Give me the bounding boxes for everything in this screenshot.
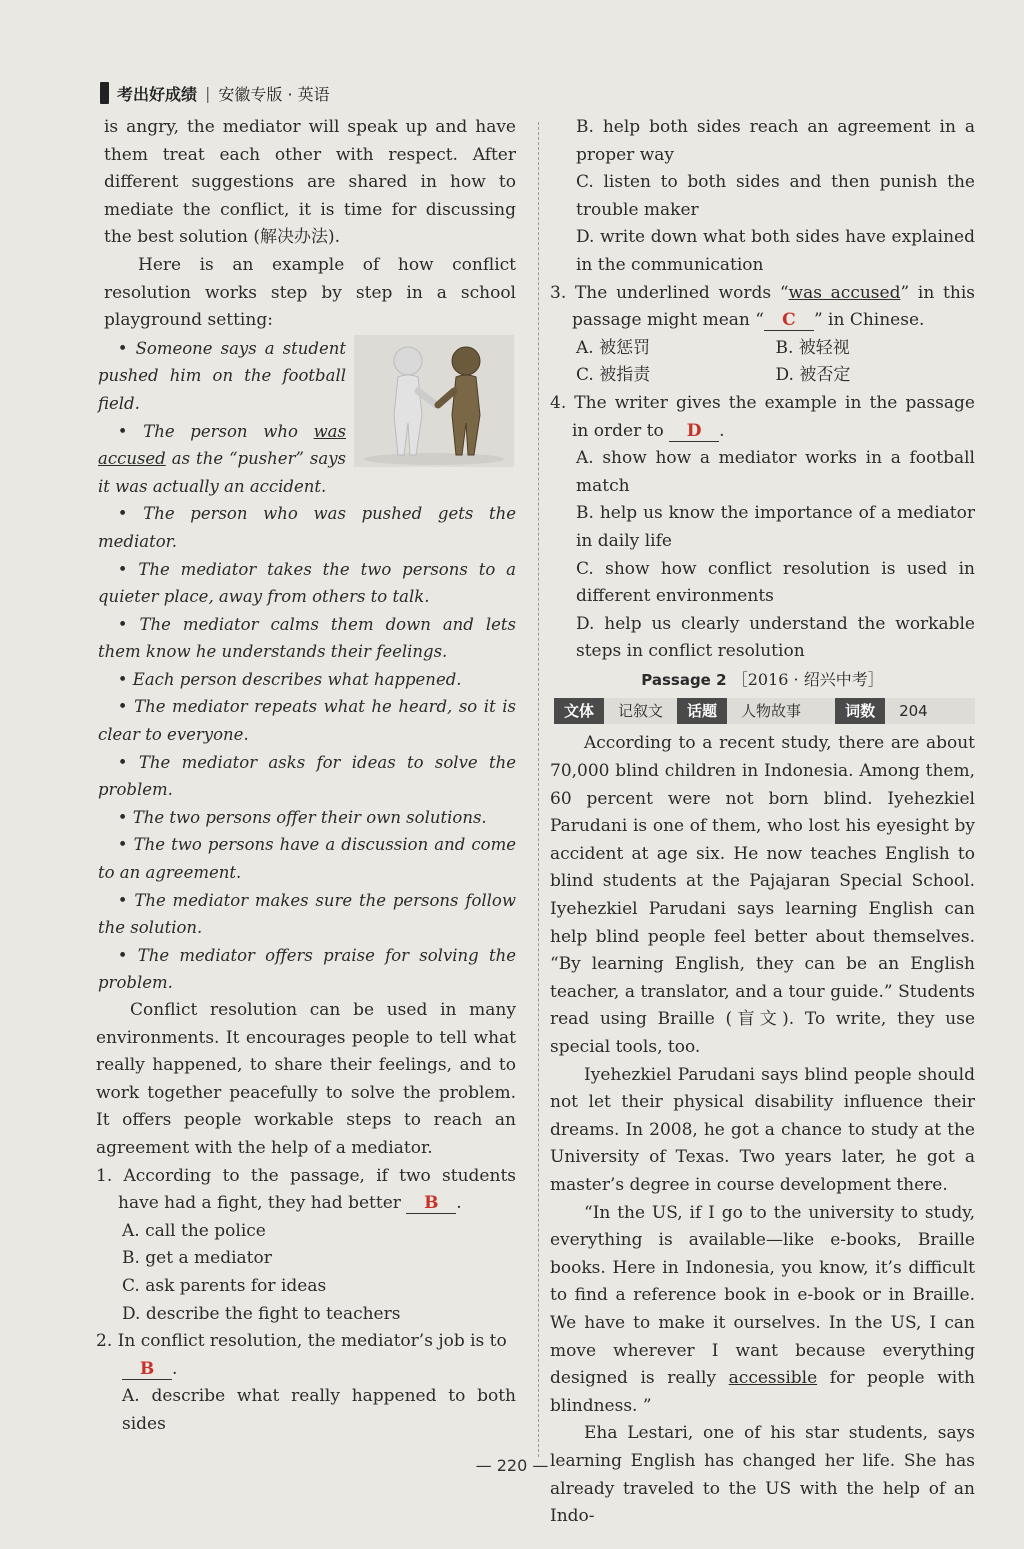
option: A. call the police <box>122 1220 266 1241</box>
option: C. show how conflict resolution is used in different environments <box>576 558 975 607</box>
bullet-item: • Someone says a student pushed him on the football field. <box>98 338 346 413</box>
answer-blank: C <box>764 310 814 331</box>
bullet-item: • Each person describes what happened. <box>117 669 462 689</box>
passage-paragraph: “In the US, if I go to the university to study, everything is available—like e-books, Braille books. Here in Indonesia, you know, it’s difficult to find a reference book in e-book or in Braille. We have to make it ourselves. In the US, I can move wherever I want because everything designed is really accessible for people with blindness. ” <box>550 1202 975 1416</box>
bullet-item: • The mediator makes sure the persons follow the solution. <box>98 890 516 938</box>
option: A. show how a mediator works in a football match <box>576 448 975 496</box>
option: C. 被指责 <box>576 365 651 386</box>
bullet-item: • The mediator repeats what he heard, so it is clear to everyone. <box>98 697 516 745</box>
question-2: 2. In conflict resolution, the mediator’s job is to B . A. describe what really happened to both sides <box>96 1328 516 1438</box>
bullet-item: • The mediator takes the two persons to a quieter place, away from others to talk. <box>98 559 516 607</box>
question-3: 3. The underlined words “was accused” in this passage might mean “ C ” in Chinese. A. 被惩罚 B. 被轻视 C. 被指责 D. 被否定 <box>550 280 975 390</box>
header-separator: | <box>205 83 211 103</box>
option: A. describe what really happened to both sides <box>122 1386 516 1434</box>
option: B. help both sides reach an agreement in a proper way <box>576 117 975 165</box>
passage-2-title: Passage 2 ［2016 · 绍兴中考］ <box>641 669 884 689</box>
answer-blank: B <box>406 1193 456 1214</box>
option: B. help us know the importance of a mediator in daily life <box>576 503 975 551</box>
underlined-accessible: accessible <box>728 1368 818 1389</box>
bullet-item: • The mediator calms them down and lets them know he understands their feelings. <box>98 614 516 662</box>
header-bar-icon <box>100 82 109 104</box>
answer-blank: D <box>669 421 719 442</box>
bullet-item: • The person who was accused as the “pusher” says it was actually an accident. <box>98 421 346 496</box>
answer-blank: B <box>122 1359 172 1380</box>
option: D. describe the fight to teachers <box>122 1303 401 1324</box>
question-1: 1. According to the passage, if two students have had a fight, they had better B . A. call the police B. get a mediator C. ask parents for ideas D. describe the fight to teachers <box>96 1163 516 1329</box>
option: C. ask parents for ideas <box>122 1275 327 1296</box>
passage-info-bar <box>554 698 975 724</box>
example-intro: Here is an example of how conflict resolution works step by step in a school playground setting: <box>104 254 516 331</box>
bullet-item: • The two persons offer their own solutions. <box>117 807 487 827</box>
header-subtitle: 安徽专版 · 英语 <box>218 84 330 104</box>
conclusion-paragraph: Conflict resolution can be used in many environments. It encourages people to tell what really happened, to share their feelings, and to work together peacefully to solve the problem. It offers people workable steps to reach an agreement with the help of a mediator. <box>96 1000 516 1158</box>
option: A. 被惩罚 <box>576 337 651 358</box>
column-divider <box>538 122 539 1457</box>
bullet-item: • The person who was pushed gets the mediator. <box>98 504 516 551</box>
handshake-figure-icon <box>354 335 514 467</box>
header-brand: 考出好成绩 <box>117 84 198 104</box>
info-tag: 词数 <box>835 698 885 724</box>
passage-paragraph: Iyehezkiel Parudani says blind people should not let their physical disability influence their dreams. In 2008, he got a chance to study at the University of Texas. Two years later, he got a master’s degree in course development there. <box>550 1064 975 1195</box>
option: C. listen to both sides and then punish the trouble maker <box>576 172 975 220</box>
underlined-was-accused: was accused <box>98 421 346 469</box>
passage-paragraph: Eha Lestari, one of his star students, says learning English has changed her life. She has already traveled to the US with the help of an Indo- <box>550 1423 975 1527</box>
option: D. write down what both sides have explained in the communication <box>576 227 975 275</box>
bullet-list <box>96 335 516 997</box>
info-value: 人物故事 <box>741 701 802 720</box>
bullet-item: • The mediator offers praise for solving the problem. <box>98 945 516 993</box>
info-value: 记叙文 <box>618 701 664 720</box>
option: D. 被否定 <box>775 365 851 386</box>
bullet-item: • The mediator asks for ideas to solve the problem. <box>98 752 516 800</box>
option: B. 被轻视 <box>775 337 850 358</box>
option: B. get a mediator <box>122 1248 272 1269</box>
page-number: — 220 — <box>475 1456 549 1475</box>
page-header <box>100 78 330 108</box>
left-column <box>96 114 516 1439</box>
passage-paragraph: According to a recent study, there are about 70,000 blind children in Indonesia. Among them, 60 percent were not born blind. Iyehezkiel Parudani is one of them, who lost his eyesight by accident at age six. He now teaches English to blind students at the Pajajaran Special School. Iyehezkiel Parudani says learning English can help blind people feel better about themselves. “By learning English, they can be an English teacher, a translator, and a tour guide.” Students read using Braille (盲文). To write, they use special tools, too. <box>550 733 975 1057</box>
intro-paragraph: is angry, the mediator will speak up and have them treat each other with respect. After different suggestions are shared in how to mediate the conflict, it is time for discussing the best solution (解决办法). <box>104 117 516 248</box>
info-tag: 文体 <box>554 698 604 724</box>
info-value: 204 <box>899 701 928 720</box>
question-4: 4. The writer gives the example in the passage in order to D . A. show how a mediator works in a football match B. help us know the importance of a mediator in daily life C. show how conflict resolution is used in different environments D. help us clearly understand the workable steps in conflict resolution <box>550 390 975 666</box>
right-column <box>550 114 975 1531</box>
info-tag: 话题 <box>677 698 727 724</box>
bullet-item: • The two persons have a discussion and come to an agreement. <box>98 835 516 883</box>
option: D. help us clearly understand the workable steps in conflict resolution <box>576 613 975 662</box>
